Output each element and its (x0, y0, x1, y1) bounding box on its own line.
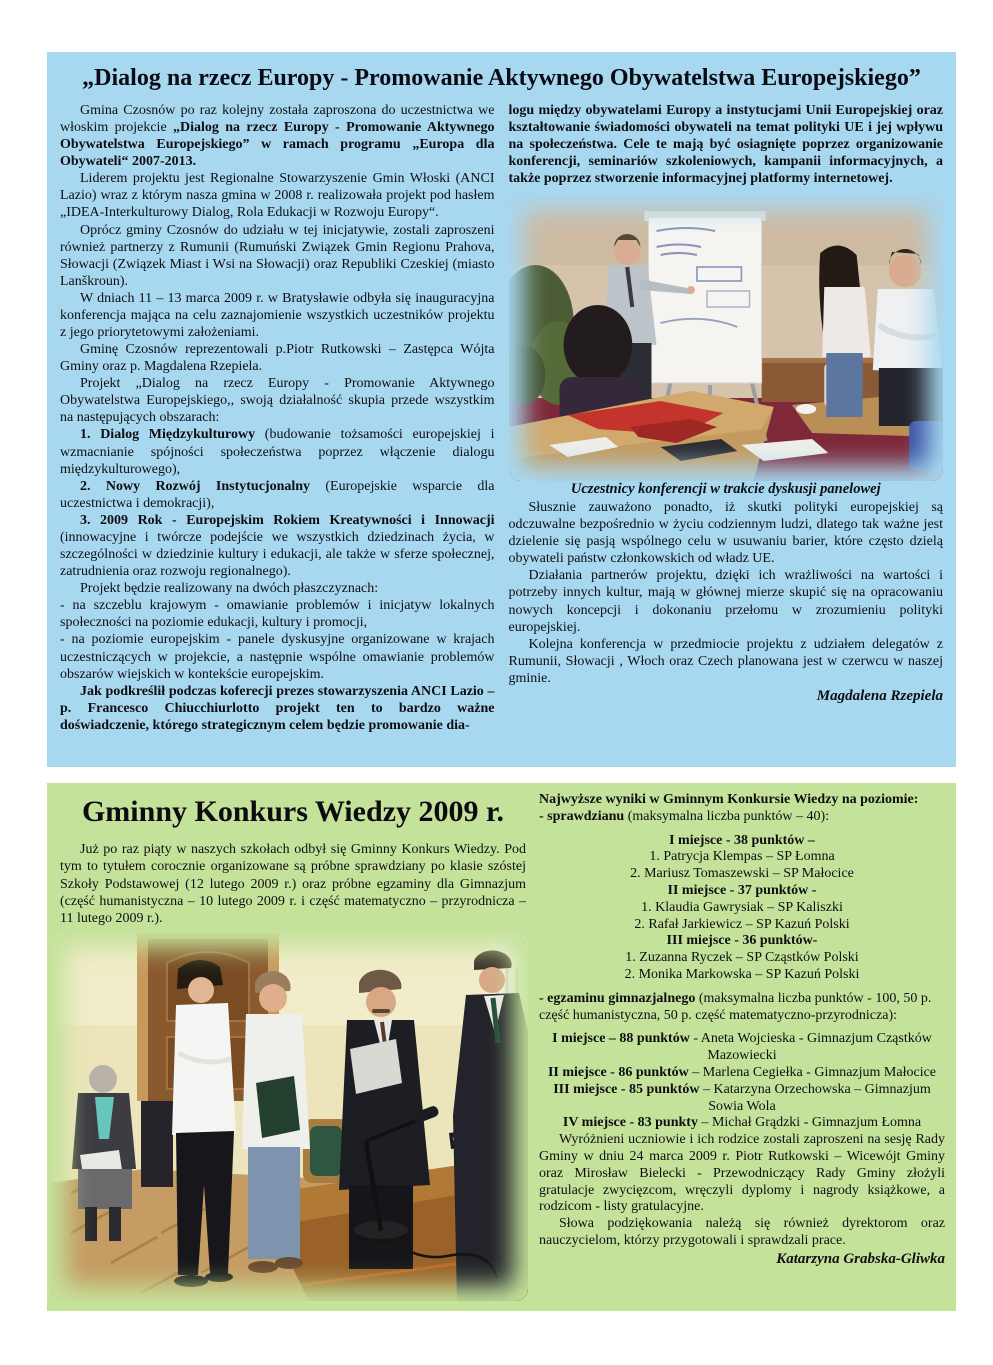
paragraph: Projekt będzie realizowany na dwóch płaszczyznach: (80, 581, 379, 597)
article1-right-column (509, 102, 944, 734)
result-entry: 2. Rafał Jarkiewicz – SP Kazuń Polski (634, 916, 850, 932)
result-entry: 1. Zuzanna Ryczek – SP Cząstków Polski (625, 950, 859, 966)
photo-caption: Uczestnicy konferencji w trakcie dyskusji panelowej (570, 481, 881, 498)
article-dialog-europe-panel (47, 52, 956, 767)
coffee-cup (795, 404, 815, 414)
result-entry: 1. Patrycja Klempas – SP Łomna (649, 849, 835, 865)
green-folder (256, 1076, 300, 1138)
paragraph: - na poziomie europejskim - panele dyskusyjne organizowane w krajach uczestniczących w projekcie, a następnie wspólne omawianie problemów obszarów wiejskich w kontekście europejskim. (60, 632, 495, 682)
result-entry: IV miejsce - 83 punkty – Michał Grądzki - Gimnazjum Łomna (562, 1115, 922, 1131)
result-entry: 2. Monika Markowska – SP Kazuń Polski (624, 966, 860, 982)
article1-left-column (60, 102, 495, 734)
result-entry: 2. Mariusz Tomaszewski – SP Małocice (630, 866, 854, 882)
result-entry: I miejsce – 88 punktów - Aneta Wojcieska - Gimnazjum Cząstków Mazowiecki (552, 1031, 932, 1064)
article2-right-column (539, 792, 945, 1268)
man-with-folder (242, 971, 310, 1273)
place-heading: I miejsce - 38 punktów – (669, 832, 815, 848)
paragraph: Gmina Czosnów po raz kolejny została zaproszona do uczestnictwa we włoskim projekcie „Dialog na rzecz Europy - Promowanie Aktywnego Obywatelstwa Europejskiego” w ramach programu „Europa dla Obywateli“ 2007-2013. (60, 103, 495, 170)
place-heading: III miejsce - 36 punktów- (666, 933, 818, 949)
article2-title: Gminny Konkurs Wiedzy 2009 r. (81, 795, 505, 828)
conference-photo (509, 195, 944, 481)
paragraph: Słowa podziękowania należą się również dyrektorom oraz nauczycielom, którzy przygotowali i sprawdzali prace. (539, 1216, 945, 1248)
paragraph: 3. 2009 Rok - Europejskim Rokiem Kreatywności i Innowacji (innowacyjne i twórcze podejście we wszystkich dziedzinach życia, w szczególności w dziedzinie kultury i edukacji, ale także w sferze społecznej, zatrudnienia oraz rozwoju regionalnego). (60, 512, 495, 580)
sprawdzian-subheader: - sprawdzianu (maksymalna liczba punktów – 40): (539, 808, 830, 824)
article1-columns (47, 98, 956, 734)
author-signature: Katarzyna Grabska-Gliwka (776, 1250, 945, 1267)
blue-chair (909, 421, 943, 471)
award-photo-illustration (51, 933, 528, 1301)
article1-title: „Dialog na rzecz Europy - Promowanie Aktywnego Obywatelstwa Europejskiego” (82, 65, 921, 91)
paragraph: logu między obywatelami Europy a instytucjami Unii Europejskiej oraz kształtowanie świadomości obywateli na temat polityki UE i jej wpływu na społeczeństwa. Cele te mają być osiagnięte poprzez organizowanie konferencji, seminariów szkoleniowych, kampanii informacyjnych, a także poprzez stworzenie informacyjnej platformy internetowej. (508, 103, 943, 187)
paragraph: 1. Dialog Międzykulturowy (budowanie tożsamości europejskiej i wzmacnianie spójności społeczeństwa poprzez włączenie dialogu międzykulturowego), (60, 427, 495, 477)
result-entry: III miejsce - 85 punktów – Katarzyna Orzechowska – Gimnazjum Sowia Wola (553, 1081, 931, 1114)
conference-photo-illustration (509, 195, 944, 481)
paragraph: Wyróżnieni uczniowie i ich rodzice zostali zaproszeni na sesję Rady Gminy w dniu 24 marca 2009 r. Piotr Rutkowski – Wicewójt Gminy oraz Mirosław Bielecki - Przewodniczący Rady Gminy złożyli gratulacje zwycięzcom, wręczyli dyplomy i nagrody książkowe, a rodzicom - listy gratulacyjne. (539, 1132, 945, 1215)
award-ceremony-photo (51, 933, 528, 1301)
article-konkurs-panel (47, 783, 956, 1311)
paragraph: Już po raz piąty w naszych szkołach odbył się Gminny Konkurs Wiedzy. Pod tym to tytułem corocznie organizowane są próbne sprawdziany po klasie szóstej Szkoły Podstawowej (12 lutego 2009 r.) oraz próbne egzaminy dla Gimnazjum (część humanistyczna – 10 lutego 2009 r. i część matematyczno – przyrodnicza – 11 lutego 2009 r.). (60, 842, 526, 927)
paragraph: Gminę Czosnów reprezentowali p.Piotr Rutkowski – Zastępca Wójta Gminy oraz p. Magdalena Rzepiela. (60, 342, 495, 375)
paragraph: Działania partnerów projektu, dzięki ich wrażliwości na wartości i potrzeby innych kultur, mają w głównej mierze skupić się na opracowaniu nowych koncepcji i dokonaniu przełomu w zrozumieniu polityki europejskiej. (508, 568, 943, 635)
egzamin-subheader: - egzaminu gimnazjalnego (maksymalna liczba punktów - 100, 50 p. część humanistyczna, 50 p. część matematyczno-przyrodnicza): (539, 990, 932, 1023)
author-signature: Magdalena Rzepiela (816, 687, 943, 704)
article2-left-column (60, 789, 526, 928)
results-header: Najwyższe wyniki w Gminnym Konkursie Wiedzy na poziomie: (539, 792, 919, 807)
result-entry: 1. Klaudia Gawrysiak – SP Kaliszki (641, 899, 843, 915)
paragraph: - na szczeblu krajowym - omawianie problemów i inicjatyw lokalnych społeczności na poziomie edukacji, kultury i promocji, (60, 598, 495, 631)
paragraph: Projekt „Dialog na rzecz Europy - Promowanie Aktywnego Obywatelstwa Europejskiego,, swoją działalność skupia przede wszystkim na następujących obszarach: (60, 376, 495, 426)
paragraph: Liderem projektu jest Regionalne Stowarzyszenie Gmin Włoski (ANCI Lazio) wraz z którym nasza gmina w 2008 r. realizowała projekt pod hasłem „IDEA-Interkulturowy Dialog, Rola Edukacji w Rozwoju Europy“. (60, 171, 495, 221)
paragraph: W dniach 11 – 13 marca 2009 r. w Bratysławie odbyła się inauguracyjna konferencja mająca na celu zaznajomienie wszystkich uczestników projektu z jego priorytetowymi założeniami. (60, 290, 495, 341)
paragraph: Oprócz gminy Czosnów do udziału w tej inicjatywie, zostali zaproszeni również partnerzy z Rumunii (Rumuński Związek Gmin Regionu Prahova, Słowacji (Związek Miast i Wsi na Słowacji) oraz Republiki Czeskiej (miasto Lanškroun). (60, 222, 495, 289)
place-heading: II miejsce - 37 punktów - (667, 882, 817, 898)
result-entry: II miejsce - 86 punktów – Marlena Cegiełka - Gimnazjum Małocice (547, 1064, 937, 1080)
paragraph: Kolejna konferencja w przedmiocie projektu z udziałem delegatów z Rumunii, Słowacji , Włoch oraz Czech planowana jest w czerwcu w naszej gminie. (508, 636, 943, 686)
paragraph: Słusznie zauważono ponadto, iż skutki polityki europejskiej są odczuwalne bezpośrednio w życiu codziennym ludzi, dlatego tak ważne jest dzielenie się pasją wspólnego celu w usuwaniu barier, które często dzielą obywateli państw członkowskich od władz UE. (508, 500, 943, 567)
seated-person-dark (141, 1101, 173, 1187)
paragraph: 2. Nowy Rozwój Instytucjonalny (Europejskie wsparcie dla uczestnictwa i demokracji), (60, 478, 495, 511)
paragraph: Jak podkreślił podczas koferecji prezes stowarzyszenia ANCI Lazio – p. Francesco Chiucchiurlotto projekt ten to bardzo ważne doświadczenie, którego strategicznym celem będzie promowanie dia- (60, 683, 495, 733)
